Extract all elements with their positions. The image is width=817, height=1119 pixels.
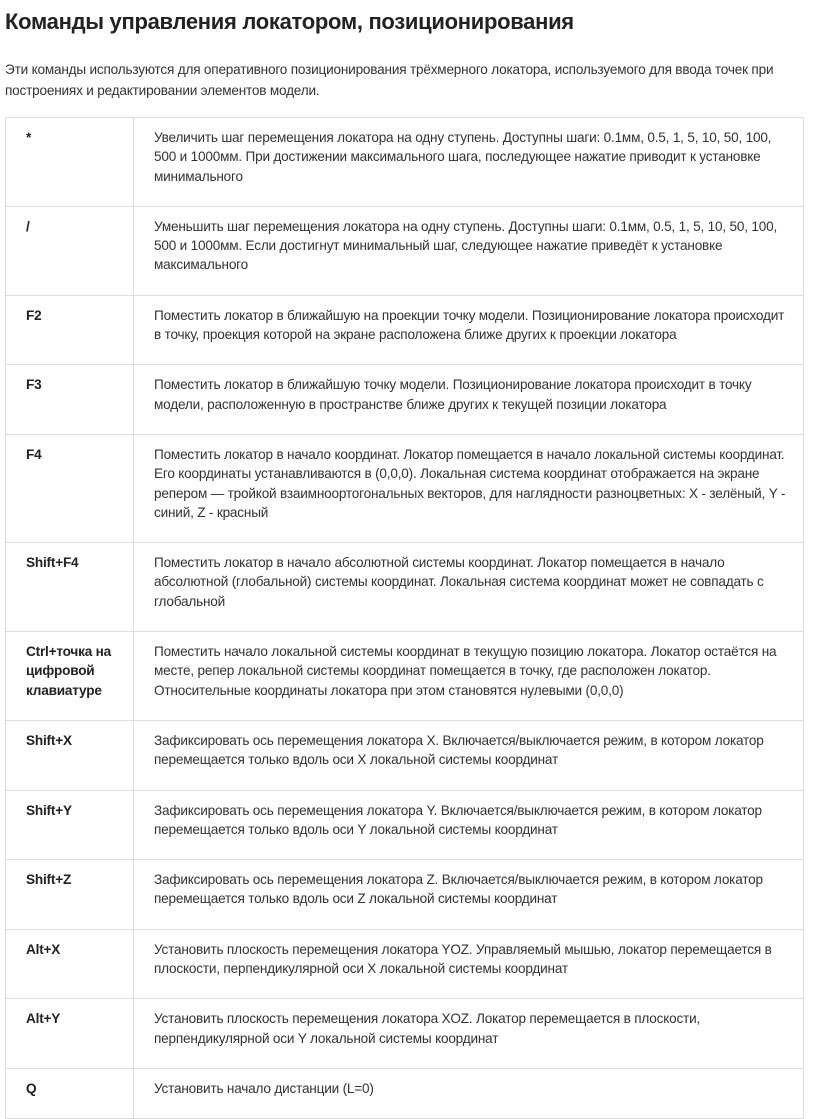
command-key: F3	[6, 365, 134, 435]
command-key: F4	[6, 434, 134, 542]
command-description: Зафиксировать ось перемещения локатора X. Включается/выключается режим, в котором локатор перемещается только вдоль оси X локальной системы координат	[134, 720, 804, 790]
command-description: Увеличить шаг перемещения локатора на одну ступень. Доступны шаги: 0.1мм, 0.5, 1, 5, 10, 50, 100, 500 и 1000мм. При достижении максимального шага, последующее нажатие приводит к установке минимального	[134, 118, 804, 207]
page-title: Команды управления локатором, позиционирования	[5, 9, 574, 34]
table-row	[6, 1068, 804, 1118]
command-key: Q	[6, 1068, 134, 1118]
command-key: Shift+X	[6, 720, 134, 790]
table-row	[6, 295, 804, 365]
command-description: Поместить локатор в ближайшую точку модели. Позиционирование локатора происходит в точку модели, расположенную в пространстве ближе других к текущей позиции локатора	[134, 365, 804, 435]
commands-table	[5, 117, 804, 1119]
table-row	[6, 434, 804, 542]
command-key: Shift+Y	[6, 790, 134, 860]
command-key: Shift+F4	[6, 543, 134, 632]
table-row	[6, 999, 804, 1069]
command-key: Ctrl+точка на цифровой клавиатуре	[6, 632, 134, 721]
command-key: /	[6, 206, 134, 295]
command-description: Поместить локатор в ближайшую на проекции точку модели. Позиционирование локатора происходит в точку, проекция которой на экране расположена ближе других к проекции локатора	[134, 295, 804, 365]
command-key: *	[6, 118, 134, 207]
table-row	[6, 118, 804, 207]
table-row	[6, 632, 804, 721]
command-description: Зафиксировать ось перемещения локатора Y. Включается/выключается режим, в котором локатор перемещается только вдоль оси Y локальной системы координат	[134, 790, 804, 860]
command-key: Alt+Y	[6, 999, 134, 1069]
command-key: F2	[6, 295, 134, 365]
table-row	[6, 929, 804, 999]
table-row	[6, 860, 804, 930]
table-row	[6, 365, 804, 435]
command-description: Поместить локатор в начало абсолютной системы координат. Локатор помещается в начало абсолютной (глобальной) системы координат. Локальная система координат может не совпадать с глобальной	[134, 543, 804, 632]
command-key: Alt+X	[6, 929, 134, 999]
command-description: Поместить локатор в начало координат. Локатор помещается в начало локальной системы координат. Его координаты устанавливаются в (0,0,0). Локальная система координат отображается на экране репером — тройкой взаимноортогональных векторов, для наглядности разноцветных: X - зелёный, Y - синий, Z - красный	[134, 434, 804, 542]
table-row	[6, 206, 804, 295]
command-key: Shift+Z	[6, 860, 134, 930]
command-description: Установить плоскость перемещения локатора XOZ. Локатор перемещается в плоскости, перпендикулярной оси Y локальной системы координат	[134, 999, 804, 1069]
command-description: Зафиксировать ось перемещения локатора Z. Включается/выключается режим, в котором локатор перемещается только вдоль оси Z локальной системы координат	[134, 860, 804, 930]
intro-paragraph: Эти команды используются для оперативного позиционирования трёхмерного локатора, используемого для ввода точек при построениях и редактировании элементов модели.	[5, 62, 774, 98]
command-description: Уменьшить шаг перемещения локатора на одну ступень. Доступны шаги: 0.1мм, 0.5, 1, 5, 10, 50, 100, 500 и 1000мм. Если достигнут минимальный шаг, следующее нажатие приведёт к установке максимального	[134, 206, 804, 295]
command-description: Поместить начало локальной системы координат в текущую позицию локатора. Локатор остаётся на месте, репер локальной системы координат помещается в точку, где расположен локатор. Относительные координаты локатора при этом становятся нулевыми (0,0,0)	[134, 632, 804, 721]
table-row	[6, 720, 804, 790]
table-row	[6, 790, 804, 860]
table-row	[6, 543, 804, 632]
command-description: Установить плоскость перемещения локатора YOZ. Управляемый мышью, локатор перемещается в плоскости, перпендикулярной оси X локальной системы координат	[134, 929, 804, 999]
command-description: Установить начало дистанции (L=0)	[134, 1068, 804, 1118]
